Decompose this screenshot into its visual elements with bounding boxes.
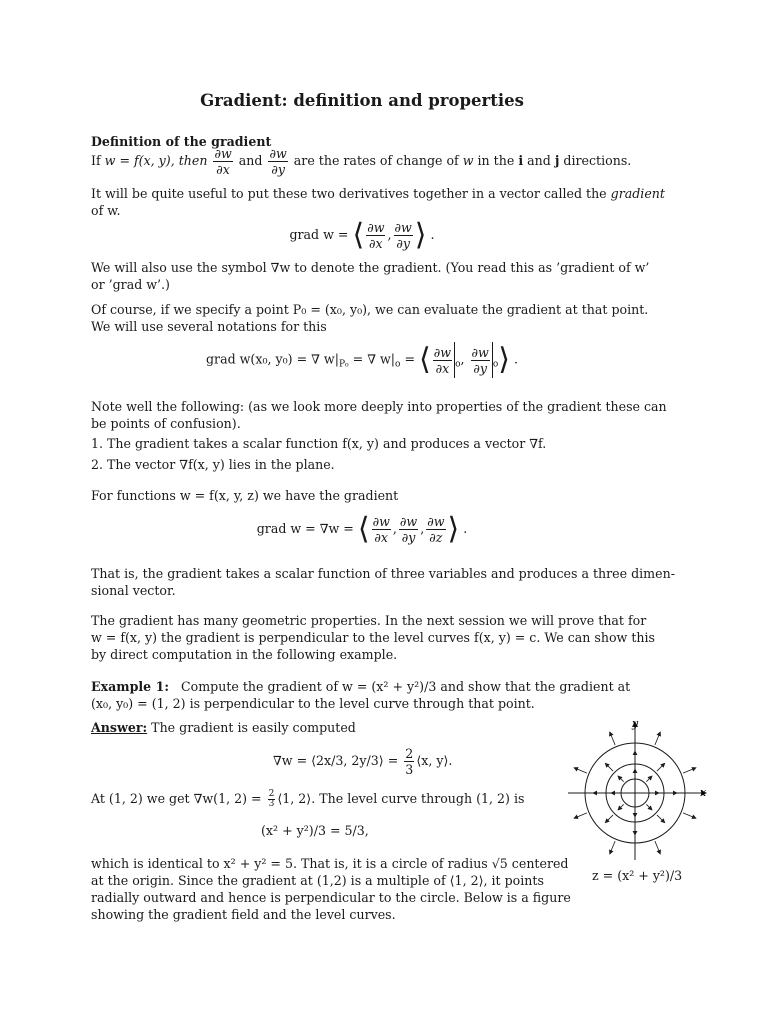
text: ⟨x, y⟩.: [416, 753, 453, 768]
text: gradient: [610, 186, 665, 201]
comma: ,: [460, 351, 465, 367]
partial-fraction: [426, 514, 445, 545]
gradient-arrow: [574, 813, 587, 818]
example-label: Example 1:: [91, 679, 169, 694]
text: in the: [477, 153, 515, 168]
text: =: [404, 351, 416, 367]
text: ∇w = ⟨2x/3, 2y/3⟩ =: [273, 753, 399, 768]
answer-line: [91, 719, 356, 736]
text: The gradient is easily computed: [151, 720, 356, 735]
paragraph-line: (x₀, y₀) = (1, 2) is perpendicular to the level curve through that point.: [91, 696, 535, 711]
angle-left: ⟨: [352, 217, 365, 253]
paragraph-line: at the origin. Since the gradient at (1,2) is a multiple of ⟨1, 2⟩, it points: [91, 873, 544, 888]
text: i: [518, 153, 524, 168]
numerator: 2: [405, 746, 414, 761]
gradient-arrow: [655, 841, 660, 854]
gradient-arrow: [657, 815, 665, 823]
gradient-field-figure: [560, 718, 710, 868]
gradient-arrow: [618, 776, 624, 782]
equation-example-gradient: [273, 746, 452, 777]
gradient-arrow: [618, 804, 624, 810]
paragraph-line: w = f(x, y) the gradient is perpendicular to the level curves f(x, y) = c. We can show this: [91, 630, 656, 645]
subscript: o: [395, 359, 401, 370]
example-line: [91, 678, 630, 695]
comma: ,: [420, 521, 425, 536]
paragraph-line: be points of confusion).: [91, 416, 241, 431]
figure-caption: z = (x² + y²)/3: [592, 868, 683, 883]
denominator: ∂x: [216, 162, 230, 177]
paragraph-line: We will also use the symbol ∇w to denote the gradient. (You read this as ’gradient of w’: [91, 260, 650, 275]
numerator: ∂w: [214, 146, 232, 161]
angle-left: ⟨: [419, 342, 431, 377]
paragraph-line: That is, the gradient takes a scalar function of three variables and produces a three dimen-: [91, 566, 675, 581]
partial-fraction: [399, 514, 418, 545]
y-axis-label: y: [632, 718, 639, 730]
comma: ,: [392, 521, 397, 536]
paragraph-line: showing the gradient field and the level curves.: [91, 907, 396, 922]
paragraph-line: Of course, if we specify a point P₀ = (x₀, y₀), we can evaluate the gradient at that point.: [91, 302, 649, 317]
paragraph-line: We will use several notations for this: [91, 319, 327, 334]
subscript: o: [455, 359, 461, 370]
paragraph-line: by direct computation in the following example.: [91, 647, 398, 662]
paragraph-line: [91, 185, 665, 202]
paragraph-line: or ’grad w’.): [91, 277, 170, 292]
equation-grad: [91, 217, 633, 253]
numerator: ∂w: [367, 220, 385, 235]
gradient-arrow: [646, 804, 652, 810]
x-axis-label: x: [700, 786, 707, 799]
denominator: ∂x: [369, 236, 383, 251]
paragraph-line: sional vector.: [91, 583, 176, 598]
list-item: 1. The gradient takes a scalar function f(x, y) and produces a vector ∇f.: [91, 436, 547, 451]
denominator: 3: [268, 799, 275, 809]
text: It will be quite useful to put these two derivatives together in a vector called the: [91, 186, 607, 201]
equation-grad-point: [91, 342, 633, 378]
text: Compute the gradient of w = (x² + y²)/3 and show that the gradient at: [181, 679, 631, 694]
gradient-arrow: [655, 732, 660, 745]
denominator: 3: [405, 762, 414, 777]
text: directions.: [563, 153, 632, 168]
partial-fraction: [213, 146, 232, 177]
paragraph-line: For functions w = f(x, y, z) we have the gradient: [91, 488, 399, 503]
partial-fraction: [471, 345, 490, 376]
text: grad w = ∇w =: [256, 521, 354, 536]
text: are the rates of change of: [293, 153, 459, 168]
gradient-arrow: [683, 813, 696, 818]
partial-fraction: [394, 220, 413, 251]
angle-right: ⟩: [447, 511, 460, 547]
numerator: ∂w: [269, 146, 287, 161]
paragraph-line: of w.: [91, 203, 121, 218]
text: grad w(x₀, y₀) = ∇ w|: [206, 351, 339, 367]
numerator: ∂w: [471, 344, 489, 360]
text: At (1, 2) we get ∇w(1, 2) =: [91, 791, 262, 806]
angle-right: ⟩: [498, 342, 510, 377]
angle-right: ⟩: [414, 217, 427, 253]
text: grad w =: [289, 227, 349, 242]
denominator: ∂y: [473, 360, 487, 376]
page-title: Gradient: definition and properties: [200, 91, 524, 110]
partial-fraction: [433, 345, 452, 376]
text: w: [462, 153, 474, 168]
paragraph-line: The gradient has many geometric properties. In the next session we will prove that for: [91, 613, 647, 628]
denominator: ∂y: [396, 236, 410, 251]
gradient-arrow: [574, 768, 587, 773]
partial-fraction: [268, 146, 287, 177]
answer-label: Answer:: [91, 720, 148, 735]
gradient-arrow: [657, 763, 665, 771]
denominator: ∂z: [429, 530, 443, 545]
denominator: ∂y: [401, 530, 416, 545]
text: If: [91, 153, 101, 168]
numerator: ∂w: [433, 344, 452, 360]
fraction: [268, 790, 276, 809]
gradient-arrow: [610, 732, 615, 745]
numerator: ∂w: [394, 220, 412, 235]
text: j: [554, 153, 560, 168]
equation-level-curve: (x² + y²)/3 = 5/3,: [261, 823, 369, 838]
gradient-arrow: [683, 768, 696, 773]
text: .: [463, 521, 468, 536]
section-heading: Definition of the gradient: [91, 134, 272, 149]
comma: ,: [387, 227, 392, 242]
text: .: [513, 351, 518, 367]
denominator: ∂x: [374, 530, 389, 545]
subscript: o: [492, 359, 499, 370]
partial-fraction: [366, 220, 385, 251]
numerator: ∂w: [399, 514, 418, 529]
gradient-arrow: [605, 815, 613, 823]
denominator: ∂y: [271, 162, 285, 177]
text: = ∇ w|: [352, 351, 396, 367]
fraction: [404, 746, 414, 777]
subscript: P₀: [338, 359, 349, 370]
text: .: [430, 227, 435, 242]
list-item: 2. The vector ∇f(x, y) lies in the plane.: [91, 457, 335, 472]
angle-left: ⟨: [357, 511, 370, 547]
gradient-arrow: [605, 763, 613, 771]
paragraph-line: radially outward and hence is perpendicular to the circle. Below is a figure: [91, 890, 571, 905]
equation-grad-3d: [91, 511, 633, 547]
text: and: [527, 153, 551, 168]
text: w = f(x, y), then: [104, 153, 208, 168]
paragraph-line: [91, 790, 524, 809]
gradient-arrow: [610, 841, 615, 854]
numerator: 2: [268, 789, 275, 799]
paragraph-line: which is identical to x² + y² = 5. That is, it is a circle of radius √5 centered: [91, 856, 569, 871]
numerator: ∂w: [427, 514, 445, 529]
text: and: [238, 153, 263, 168]
paragraph-line: Note well the following: (as we look more deeply into properties of the gradient these can: [91, 399, 667, 414]
numerator: ∂w: [372, 514, 390, 529]
gradient-arrow: [646, 776, 652, 782]
paragraph-rates: [91, 146, 631, 177]
partial-fraction: [372, 514, 391, 545]
text: ⟨1, 2⟩. The level curve through (1, 2) is: [277, 791, 525, 806]
denominator: ∂x: [435, 360, 450, 376]
